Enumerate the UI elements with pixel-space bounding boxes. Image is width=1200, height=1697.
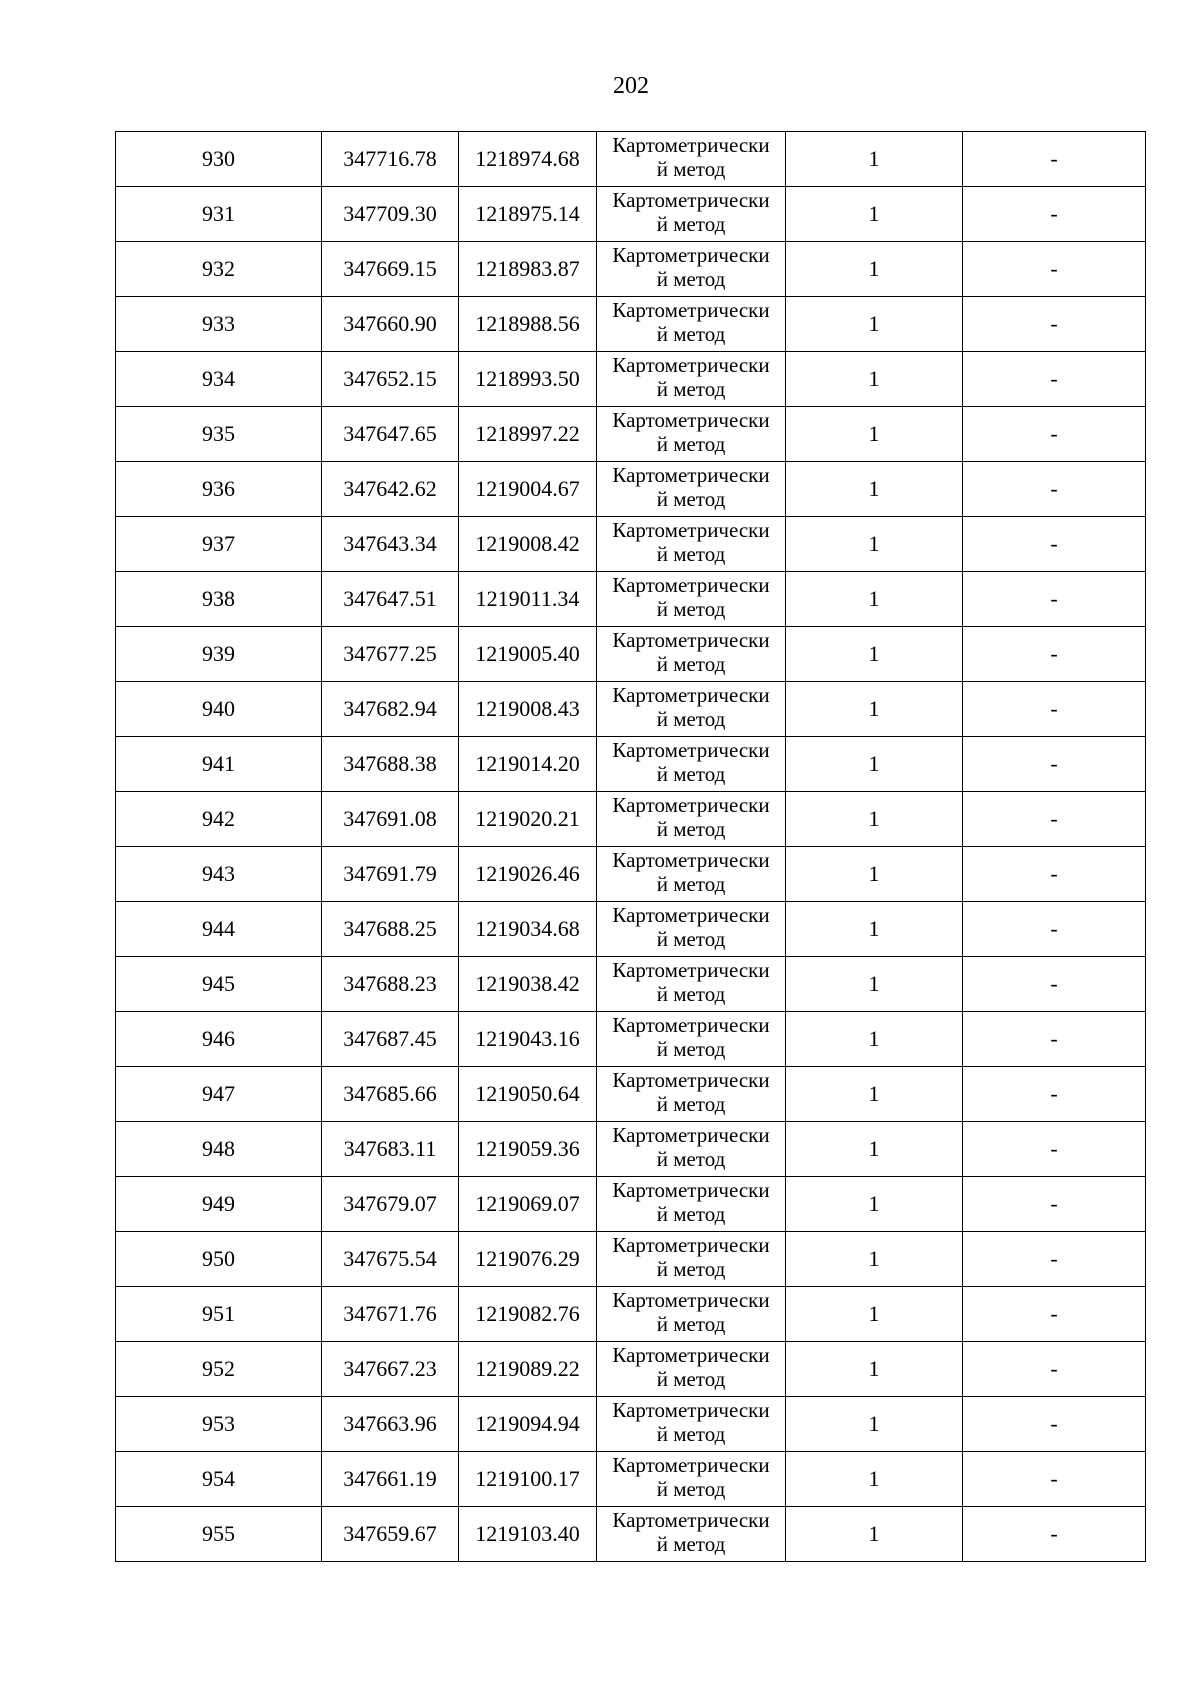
note-cell: - xyxy=(963,1287,1146,1342)
table-row xyxy=(116,407,1146,462)
accuracy-cell: 1 xyxy=(786,902,963,957)
point-number-cell: 954 xyxy=(116,1452,322,1507)
method-cell: Картометрически й метод xyxy=(597,242,786,297)
x-coordinate-cell: 347682.94 xyxy=(322,682,459,737)
table-row xyxy=(116,957,1146,1012)
y-coordinate-cell: 1219004.67 xyxy=(459,462,597,517)
coordinates-table-body xyxy=(116,132,1146,1562)
x-coordinate-cell: 347675.54 xyxy=(322,1232,459,1287)
table-row xyxy=(116,902,1146,957)
method-cell: Картометрически й метод xyxy=(597,462,786,517)
accuracy-cell: 1 xyxy=(786,132,963,187)
point-number-cell: 936 xyxy=(116,462,322,517)
accuracy-cell: 1 xyxy=(786,1012,963,1067)
note-cell: - xyxy=(963,407,1146,462)
table-row xyxy=(116,1067,1146,1122)
method-cell: Картометрически й метод xyxy=(597,297,786,352)
y-coordinate-cell: 1219008.43 xyxy=(459,682,597,737)
method-cell: Картометрически й метод xyxy=(597,407,786,462)
x-coordinate-cell: 347679.07 xyxy=(322,1177,459,1232)
y-coordinate-cell: 1219034.68 xyxy=(459,902,597,957)
method-cell: Картометрически й метод xyxy=(597,1507,786,1562)
note-cell: - xyxy=(963,1452,1146,1507)
y-coordinate-cell: 1218975.14 xyxy=(459,187,597,242)
note-cell: - xyxy=(963,352,1146,407)
point-number-cell: 945 xyxy=(116,957,322,1012)
point-number-cell: 953 xyxy=(116,1397,322,1452)
y-coordinate-cell: 1219103.40 xyxy=(459,1507,597,1562)
note-cell: - xyxy=(963,187,1146,242)
y-coordinate-cell: 1219069.07 xyxy=(459,1177,597,1232)
point-number-cell: 930 xyxy=(116,132,322,187)
table-row xyxy=(116,352,1146,407)
y-coordinate-cell: 1219005.40 xyxy=(459,627,597,682)
method-cell: Картометрически й метод xyxy=(597,1232,786,1287)
note-cell: - xyxy=(963,462,1146,517)
method-cell: Картометрически й метод xyxy=(597,132,786,187)
y-coordinate-cell: 1219043.16 xyxy=(459,1012,597,1067)
x-coordinate-cell: 347687.45 xyxy=(322,1012,459,1067)
note-cell: - xyxy=(963,902,1146,957)
note-cell: - xyxy=(963,1342,1146,1397)
accuracy-cell: 1 xyxy=(786,1397,963,1452)
y-coordinate-cell: 1218993.50 xyxy=(459,352,597,407)
accuracy-cell: 1 xyxy=(786,1287,963,1342)
point-number-cell: 940 xyxy=(116,682,322,737)
accuracy-cell: 1 xyxy=(786,1452,963,1507)
note-cell: - xyxy=(963,627,1146,682)
table-row xyxy=(116,1397,1146,1452)
point-number-cell: 934 xyxy=(116,352,322,407)
note-cell: - xyxy=(963,297,1146,352)
method-cell: Картометрически й метод xyxy=(597,1177,786,1232)
accuracy-cell: 1 xyxy=(786,1232,963,1287)
method-cell: Картометрически й метод xyxy=(597,187,786,242)
x-coordinate-cell: 347671.76 xyxy=(322,1287,459,1342)
note-cell: - xyxy=(963,1012,1146,1067)
point-number-cell: 938 xyxy=(116,572,322,627)
note-cell: - xyxy=(963,1507,1146,1562)
table-row xyxy=(116,1232,1146,1287)
note-cell: - xyxy=(963,737,1146,792)
y-coordinate-cell: 1219089.22 xyxy=(459,1342,597,1397)
method-cell: Картометрически й метод xyxy=(597,737,786,792)
x-coordinate-cell: 347683.11 xyxy=(322,1122,459,1177)
y-coordinate-cell: 1219082.76 xyxy=(459,1287,597,1342)
accuracy-cell: 1 xyxy=(786,1507,963,1562)
coordinates-table xyxy=(115,131,1146,1562)
accuracy-cell: 1 xyxy=(786,407,963,462)
note-cell: - xyxy=(963,1067,1146,1122)
x-coordinate-cell: 347661.19 xyxy=(322,1452,459,1507)
x-coordinate-cell: 347691.79 xyxy=(322,847,459,902)
x-coordinate-cell: 347716.78 xyxy=(322,132,459,187)
note-cell: - xyxy=(963,792,1146,847)
accuracy-cell: 1 xyxy=(786,352,963,407)
note-cell: - xyxy=(963,1177,1146,1232)
note-cell: - xyxy=(963,847,1146,902)
point-number-cell: 941 xyxy=(116,737,322,792)
accuracy-cell: 1 xyxy=(786,957,963,1012)
point-number-cell: 955 xyxy=(116,1507,322,1562)
table-row xyxy=(116,737,1146,792)
y-coordinate-cell: 1218988.56 xyxy=(459,297,597,352)
accuracy-cell: 1 xyxy=(786,627,963,682)
note-cell: - xyxy=(963,572,1146,627)
x-coordinate-cell: 347647.51 xyxy=(322,572,459,627)
note-cell: - xyxy=(963,1122,1146,1177)
y-coordinate-cell: 1219011.34 xyxy=(459,572,597,627)
method-cell: Картометрически й метод xyxy=(597,572,786,627)
table-row xyxy=(116,1342,1146,1397)
y-coordinate-cell: 1219038.42 xyxy=(459,957,597,1012)
accuracy-cell: 1 xyxy=(786,187,963,242)
point-number-cell: 949 xyxy=(116,1177,322,1232)
point-number-cell: 942 xyxy=(116,792,322,847)
method-cell: Картометрически й метод xyxy=(597,792,786,847)
method-cell: Картометрически й метод xyxy=(597,627,786,682)
accuracy-cell: 1 xyxy=(786,1177,963,1232)
table-row xyxy=(116,517,1146,572)
y-coordinate-cell: 1218983.87 xyxy=(459,242,597,297)
point-number-cell: 943 xyxy=(116,847,322,902)
method-cell: Картометрически й метод xyxy=(597,517,786,572)
accuracy-cell: 1 xyxy=(786,462,963,517)
y-coordinate-cell: 1219050.64 xyxy=(459,1067,597,1122)
method-cell: Картометрически й метод xyxy=(597,352,786,407)
page-number: 202 xyxy=(613,73,649,99)
point-number-cell: 952 xyxy=(116,1342,322,1397)
x-coordinate-cell: 347663.96 xyxy=(322,1397,459,1452)
point-number-cell: 947 xyxy=(116,1067,322,1122)
x-coordinate-cell: 347677.25 xyxy=(322,627,459,682)
y-coordinate-cell: 1219094.94 xyxy=(459,1397,597,1452)
note-cell: - xyxy=(963,132,1146,187)
y-coordinate-cell: 1219026.46 xyxy=(459,847,597,902)
table-row xyxy=(116,297,1146,352)
method-cell: Картометрически й метод xyxy=(597,1287,786,1342)
method-cell: Картометрически й метод xyxy=(597,1067,786,1122)
note-cell: - xyxy=(963,1397,1146,1452)
x-coordinate-cell: 347688.23 xyxy=(322,957,459,1012)
x-coordinate-cell: 347660.90 xyxy=(322,297,459,352)
point-number-cell: 944 xyxy=(116,902,322,957)
note-cell: - xyxy=(963,517,1146,572)
method-cell: Картометрически й метод xyxy=(597,1397,786,1452)
method-cell: Картометрически й метод xyxy=(597,902,786,957)
table-row xyxy=(116,1452,1146,1507)
method-cell: Картометрически й метод xyxy=(597,1122,786,1177)
y-coordinate-cell: 1219008.42 xyxy=(459,517,597,572)
table-row xyxy=(116,1177,1146,1232)
y-coordinate-cell: 1219020.21 xyxy=(459,792,597,847)
x-coordinate-cell: 347643.34 xyxy=(322,517,459,572)
x-coordinate-cell: 347669.15 xyxy=(322,242,459,297)
point-number-cell: 951 xyxy=(116,1287,322,1342)
x-coordinate-cell: 347667.23 xyxy=(322,1342,459,1397)
x-coordinate-cell: 347691.08 xyxy=(322,792,459,847)
note-cell: - xyxy=(963,957,1146,1012)
table-row xyxy=(116,1287,1146,1342)
x-coordinate-cell: 347685.66 xyxy=(322,1067,459,1122)
accuracy-cell: 1 xyxy=(786,1067,963,1122)
y-coordinate-cell: 1219076.29 xyxy=(459,1232,597,1287)
accuracy-cell: 1 xyxy=(786,242,963,297)
table-row xyxy=(116,792,1146,847)
y-coordinate-cell: 1218997.22 xyxy=(459,407,597,462)
point-number-cell: 933 xyxy=(116,297,322,352)
x-coordinate-cell: 347659.67 xyxy=(322,1507,459,1562)
accuracy-cell: 1 xyxy=(786,572,963,627)
note-cell: - xyxy=(963,1232,1146,1287)
note-cell: - xyxy=(963,682,1146,737)
point-number-cell: 937 xyxy=(116,517,322,572)
point-number-cell: 935 xyxy=(116,407,322,462)
note-cell: - xyxy=(963,242,1146,297)
method-cell: Картометрически й метод xyxy=(597,847,786,902)
table-row xyxy=(116,1012,1146,1067)
method-cell: Картометрически й метод xyxy=(597,1452,786,1507)
x-coordinate-cell: 347647.65 xyxy=(322,407,459,462)
table-row xyxy=(116,242,1146,297)
y-coordinate-cell: 1219059.36 xyxy=(459,1122,597,1177)
method-cell: Картометрически й метод xyxy=(597,1342,786,1397)
table-row xyxy=(116,187,1146,242)
x-coordinate-cell: 347688.25 xyxy=(322,902,459,957)
method-cell: Картометрически й метод xyxy=(597,1012,786,1067)
accuracy-cell: 1 xyxy=(786,682,963,737)
accuracy-cell: 1 xyxy=(786,737,963,792)
table-row xyxy=(116,1507,1146,1562)
table-row xyxy=(116,627,1146,682)
x-coordinate-cell: 347652.15 xyxy=(322,352,459,407)
x-coordinate-cell: 347642.62 xyxy=(322,462,459,517)
accuracy-cell: 1 xyxy=(786,297,963,352)
accuracy-cell: 1 xyxy=(786,1342,963,1397)
accuracy-cell: 1 xyxy=(786,1122,963,1177)
point-number-cell: 939 xyxy=(116,627,322,682)
table-row xyxy=(116,132,1146,187)
point-number-cell: 946 xyxy=(116,1012,322,1067)
y-coordinate-cell: 1219014.20 xyxy=(459,737,597,792)
method-cell: Картометрически й метод xyxy=(597,682,786,737)
point-number-cell: 950 xyxy=(116,1232,322,1287)
table-row xyxy=(116,682,1146,737)
table-row xyxy=(116,462,1146,517)
table-row xyxy=(116,1122,1146,1177)
point-number-cell: 931 xyxy=(116,187,322,242)
table-row xyxy=(116,572,1146,627)
table-row xyxy=(116,847,1146,902)
y-coordinate-cell: 1218974.68 xyxy=(459,132,597,187)
point-number-cell: 932 xyxy=(116,242,322,297)
accuracy-cell: 1 xyxy=(786,792,963,847)
x-coordinate-cell: 347709.30 xyxy=(322,187,459,242)
point-number-cell: 948 xyxy=(116,1122,322,1177)
accuracy-cell: 1 xyxy=(786,517,963,572)
y-coordinate-cell: 1219100.17 xyxy=(459,1452,597,1507)
method-cell: Картометрически й метод xyxy=(597,957,786,1012)
accuracy-cell: 1 xyxy=(786,847,963,902)
x-coordinate-cell: 347688.38 xyxy=(322,737,459,792)
